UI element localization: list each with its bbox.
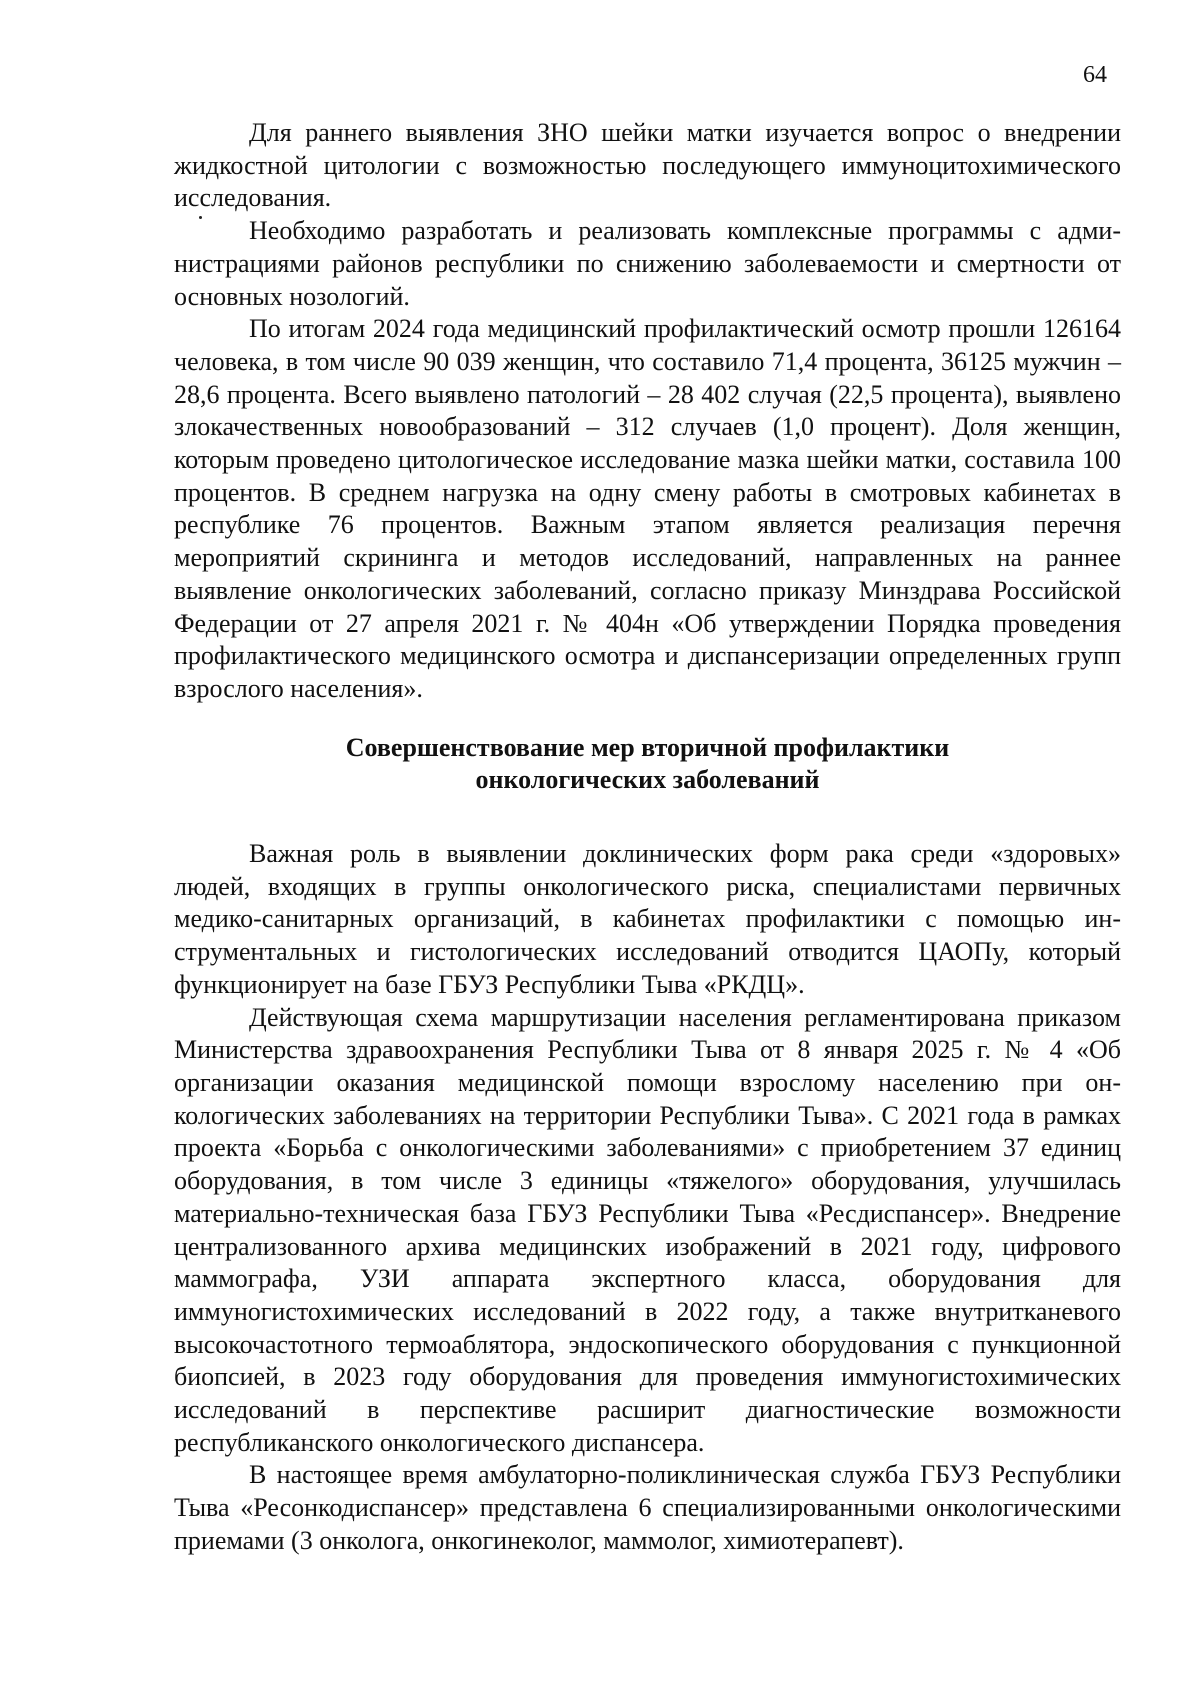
paragraph-checkup-results-2024: По итогам 2024 года медицинский профилактический осмотр прошли 126164 человека, в том числе 90 039 женщин, что составило 71,4 процента, 36125 мужчин – 28,6 процента. Всего выявлено патологий – 28 402 случая (22,5 процента), выявлено злокачественных новообразований – 312 случаев (1,0 процент). Доля женщин, которым проведено цитологическое исследование мазка шейки матки, составила 100 процентов. В среднем нагрузка на одну смену работы в смотровых кабинетах в республике 76 процентов. Важным этапом является реализация перечня мероприятий скрининга и методов исследований, направленных на раннее выявление онкологических заболеваний, согласно приказу Минздрава Российской Федерации от 27 апреля 2021 г. № 404н «Об утверждении Порядка проведения профилактического медицинского осмотра и диспансеризации определенных групп взрослого населения». xyxy=(174,314,1121,703)
section-heading-line-2: онкологических заболеваний xyxy=(475,765,820,795)
paragraph-preclinical-detection: Важная роль в выявлении доклинических форм рака среди «здоровых» людей, входящих в группы онкологического риска, специалистами первичных медико-санитарных организаций, в кабинетах профилактики с помощью инструментальных и гистологических исследований отводится ЦАОПу, который функционирует на базе ГБУЗ Республики Тыва «РКДЦ». xyxy=(174,839,1121,999)
paragraph-zno-cytology: Для раннего выявления ЗНО шейки матки изучается вопрос о внедрении жидкостной цитологии с возможностью последующего иммуноцитохимического исследования. xyxy=(174,118,1121,213)
spacer xyxy=(174,706,1121,732)
paragraph-complex-programs: Необходимо разработать и реализовать комплексные программы с администрациями районов республики по снижению заболеваемости и смертности от основных нозологий. xyxy=(174,216,1121,311)
document-body xyxy=(174,117,1121,1558)
section-heading-line-1: Совершенствование мер вторичной профилактики xyxy=(345,732,950,762)
paragraph-outpatient-service: В настоящее время амбулаторно-поликлиническая служба ГБУЗ Республики Тыва «Ресонкодиспансер» представлена 6 специализированными онкологическими приемами (3 онколога, онкогинеколог, маммолог, химиотерапевт). xyxy=(174,1460,1121,1555)
page-number: 64 xyxy=(1083,62,1107,88)
spacer xyxy=(174,797,1121,838)
paragraph-routing-scheme: Действующая схема маршрутизации населения регламентирована приказом Министерства здравоохранения Республики Тыва от 8 января 2025 г. № 4 «Об организации оказания медицинской помощи взрослому населению при онкологических заболеваниях на территории Республики Тыва». С 2021 года в рамках проекта «Борьба с онкологическими заболеваниями» с приобретением 37 единиц оборудования, в том числе 3 единицы «тяжелого» оборудования, улучшилась материально-техническая база ГБУЗ Республики Тыва «Ресдиспансер». Внедрение централизованного архива медицинских изображений в 2021 году, цифрового маммографа, УЗИ аппарата экспертного класса, оборудования для иммуногистохимических исследований в 2022 году, а также внутритканевого высокочастотного термоаблятора, эндоскопического оборудования с пункционной биопсией, в 2023 году оборудования для проведения иммуногистохимических исследований в перспективе расширит диагностические возможности республиканского онкологического диспансера. xyxy=(174,1002,1121,1457)
section-heading xyxy=(174,732,1121,797)
